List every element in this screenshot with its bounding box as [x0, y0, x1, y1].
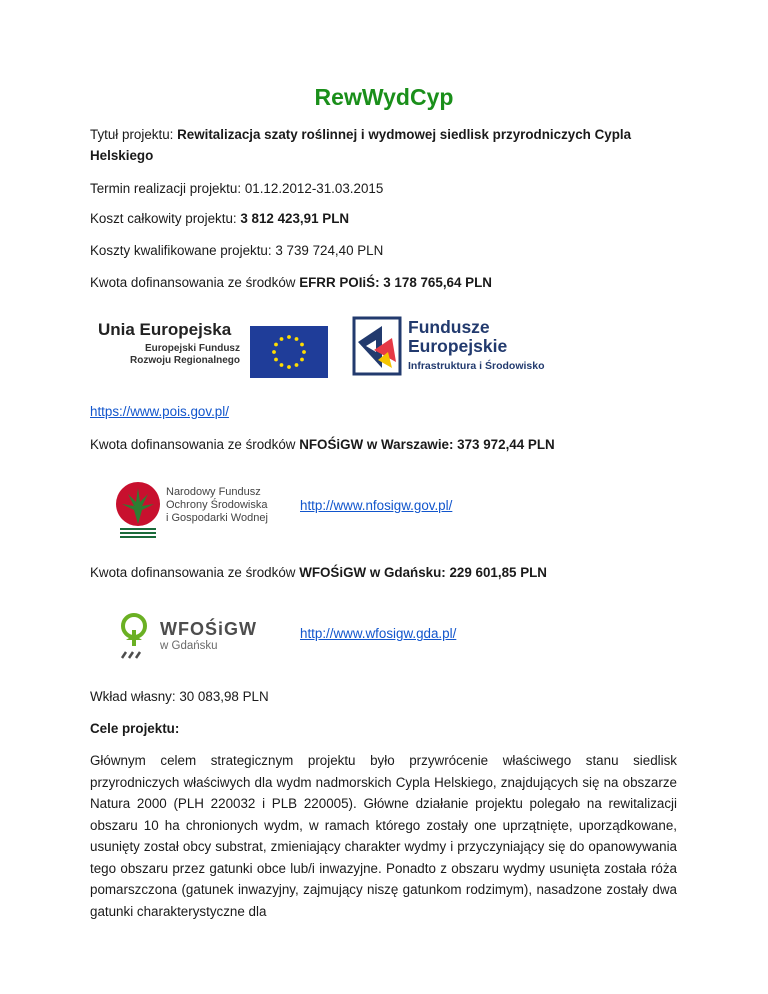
eu-flag-icon	[250, 326, 328, 378]
wfosigw-logo-sub: w Gdańsku	[160, 640, 218, 652]
nfosigw-logo-line1: Narodowy Fundusz	[166, 486, 261, 498]
project-title-line	[90, 124, 677, 166]
term-label: Termin realizacji projektu:	[90, 181, 242, 196]
eligible-cost-line	[90, 240, 677, 261]
eu-logo-line1: Europejski Fundusz	[144, 343, 240, 354]
total-cost-label: Koszt całkowity projektu:	[90, 211, 237, 226]
own-label: Wkład własny:	[90, 689, 176, 704]
wfosigw-logo-main: WFOŚiGW	[160, 619, 257, 639]
wfosigw-label: Kwota dofinansowania ze środków	[90, 565, 296, 580]
wfosigw-logo-text	[160, 619, 257, 652]
efrr-line	[90, 272, 677, 293]
wfosigw-link[interactable]: http://www.wfosigw.gda.pl/	[300, 626, 457, 641]
efrr-label: Kwota dofinansowania ze środków	[90, 275, 296, 290]
own-value: 30 083,98 PLN	[179, 689, 269, 704]
fe-logo-line2: Europejskie	[408, 336, 508, 356]
nfosigw-line	[90, 434, 677, 455]
pois-link[interactable]: https://www.pois.gov.pl/	[90, 404, 229, 419]
wfosigw-tree-icon	[114, 612, 154, 660]
project-title-label: Tytuł projektu:	[90, 127, 174, 142]
nfosigw-value: NFOŚiGW w Warszawie: 373 972,44 PLN	[299, 437, 555, 452]
nfosigw-logo-line2: Ochrony Środowiska	[166, 499, 268, 511]
fe-logo-text	[408, 318, 568, 372]
own-contribution-line	[90, 686, 677, 707]
goals-text: Głównym celem strategicznym projektu było przywrócenie właściwego stanu siedlisk przyrodniczych właściwych dla wydm nadmorskich Cypla Helskiego, znajdujących się na obszarze Natura 2000 (PLH 220032 i PLB 220005). Główne działanie projektu polegało na rewitalizacji obszaru 10 ha chronionych wydm, w ramach którego zostały one uprzątnięte, uporządkowane, usunięty został obcy substrat, zmieniający charakter wydmy i przyczyniający się do opanowywania tego obszaru przez gatunki obce lub/i inwazyjne. Ponadto z obszaru wydmy usunięta została róża pomarszczona (gatunek inwazyjny, zajmujący niszę gatunkom rodzimym), nasadzone zostały dwa gatunki charakterystyczne dla	[90, 753, 677, 919]
term-value: 01.12.2012-31.03.2015	[244, 181, 384, 196]
fe-logo-sub: Infrastruktura i Środowisko	[408, 360, 545, 372]
nfosigw-logo-line3: i Gospodarki Wodnej	[166, 512, 268, 524]
nfosigw-label: Kwota dofinansowania ze środków	[90, 437, 296, 452]
eu-logo-title: Unia Europejska	[98, 320, 232, 339]
total-cost-line	[90, 208, 677, 229]
eligible-cost-value: 3 739 724,40 PLN	[275, 243, 384, 258]
total-cost-value: 3 812 423,91 PLN	[240, 211, 350, 226]
project-title-value: Rewitalizacja szaty roślinnej i wydmowej siedlisk przyrodniczych Cypla Helskiego	[90, 127, 632, 163]
wfosigw-value: WFOŚiGW w Gdańsku: 229 601,85 PLN	[299, 565, 547, 580]
goals-heading: Cele projektu:	[90, 721, 180, 736]
nfosigw-link[interactable]: http://www.nfosigw.gov.pl/	[300, 498, 453, 513]
term-line	[90, 178, 677, 199]
efrr-value: EFRR POIiŚ: 3 178 765,64 PLN	[299, 275, 492, 290]
nfosigw-logo-text	[166, 486, 268, 525]
page-title: RewWydCyp	[314, 84, 454, 110]
fe-logo-line1: Fundusze	[408, 317, 490, 337]
goals-heading-line	[90, 718, 677, 739]
eu-logo-text	[98, 320, 240, 367]
eligible-cost-label: Koszty kwalifikowane projektu:	[90, 243, 272, 258]
eu-logo-line2: Rozwoju Regionalnego	[130, 355, 240, 366]
wfosigw-line	[90, 562, 677, 583]
nfosigw-logo-icon	[114, 480, 162, 538]
fundusze-europejskie-icon	[352, 316, 402, 376]
